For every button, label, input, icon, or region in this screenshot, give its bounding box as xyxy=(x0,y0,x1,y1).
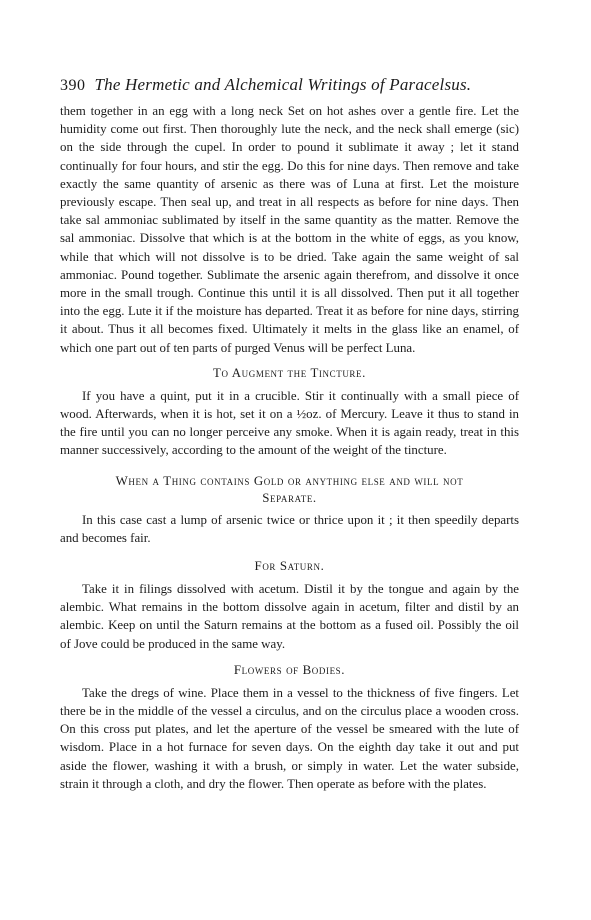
section-heading-augment-tincture xyxy=(60,365,519,382)
opening-paragraph: them together in an egg with a long neck Set on hot ashes over a gentle fire. Let the humidity come out first. Then thoroughly lute the neck, and the neck shall emerge (sic) on the side through the cupel. In order to pound it sublimate it away ; let it stand continually for four hours, and stir the egg. Do this for nine days. Then remove and take exactly the same quantity of arsenic as there was of Luna at first. Let the moisture previously escape. Then seal up, and treat in all respects as before for nine days. Then take sal ammoniac sublimated by itself in the same quantity as the matter. Remove the sal ammoniac. Dissolve that which is at the bottom in the white of eggs, as you know, while that which will not dissolve is to be dried. Take again the same weight of sal ammoniac. Pound together. Sublimate the arsenic again therefrom, and dissolve it once more in the small trough. Continue this until it is all dissolved. Then put it all together into the egg. Lute it if the moisture has departed. Treat it as before for nine days, stirring it about. Thus it all becomes fixed. Ultimately it melts in the glass like an enamel, of which one part out of ten parts of purged Venus will be perfect Luna. xyxy=(60,104,519,355)
heading-line: For Saturn. xyxy=(254,559,325,574)
section-text-augment-tincture: If you have a quint, put it in a crucible. Stir it continually with a small piece of wood. Afterwards, when it is hot, set it on a ½oz. of Mercury. Leave it thus to stand in the fire until you can no longer perceive any smoke. When it is again ready, treat in this manner successively, according to the amount of the weight of the tincture. xyxy=(60,388,519,458)
section-text-saturn: Take it in filings dissolved with acetum. Distil it by the tongue and again by the alembic. What remains in the bottom dissolve again in acetum, filter and distil by an alembic. Keep on until the Saturn remains at the bottom as a fused oil. Possibly the oil of Jove could be produced in the same way. xyxy=(60,582,519,651)
heading-line: When a Thing contains Gold or anything else and will not xyxy=(115,473,464,488)
section-heading-flowers-of-bodies xyxy=(60,662,519,679)
section-heading-gold-separate xyxy=(60,473,519,507)
heading-line: To Augment the Tincture. xyxy=(213,365,366,380)
section-heading-saturn xyxy=(60,558,519,575)
running-title: The Hermetic and Alchemical Writings of Paracelsus. xyxy=(94,75,472,94)
section-text-flowers-of-bodies: Take the dregs of wine. Place them in a vessel to the thickness of five fingers. Let there be in the middle of the vessel a circulus, and on the circulus place a wooden cross. On this cross put plates, and let the aperture of the vessel be smeared with the lute of wisdom. Place in a hot furnace for seven days. On the eighth day take it out and put aside the flower, washing it with a brush, or simply in water. Let the water subside, strain it through a cloth, and dry the flower. Then operate as before with the plates. xyxy=(60,685,519,791)
heading-line: Separate. xyxy=(262,490,317,505)
section-text-gold-separate: In this case cast a lump of arsenic twice or thrice upon it ; it then speedily departs and becomes fair. xyxy=(60,512,519,545)
running-head xyxy=(60,75,519,95)
heading-line: Flowers of Bodies. xyxy=(233,662,346,677)
page-number: 390 xyxy=(60,77,86,94)
